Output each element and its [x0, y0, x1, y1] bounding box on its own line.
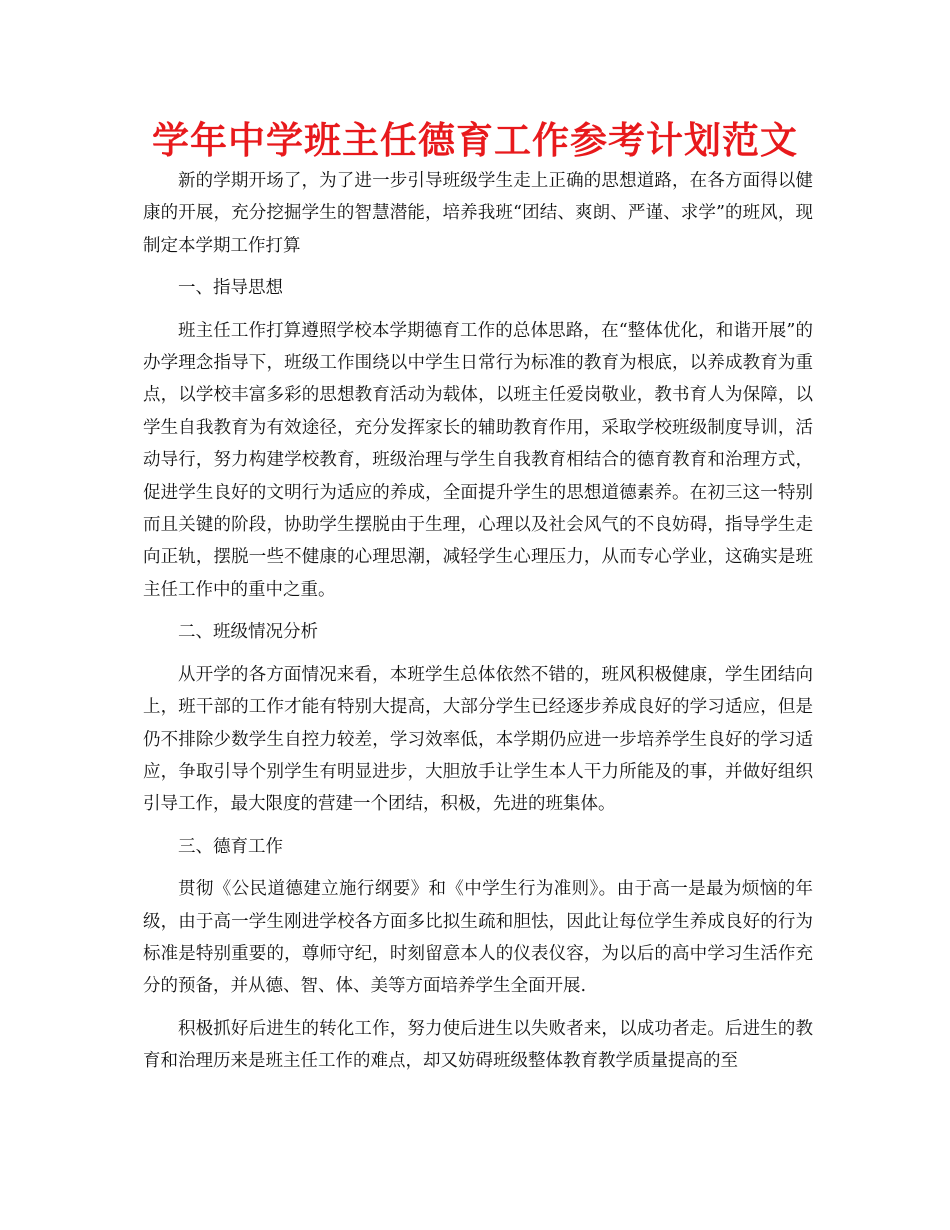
paragraph-moral-work-2: 积极抓好后进生的转化工作，努力使后进生以失败者来，以成功者走。后进生的教育和治理历来是班主任工作的难点，却又妨碍班级整体教育教学质量提高的至 — [143, 1018, 813, 1072]
paragraph-class-analysis: 从开学的各方面情况来看，本班学生总体依然不错的，班风积极健康，学生团结向上，班干部的工作才能有特别大提高，大部分学生已经逐步养成良好的学习适应，但是仍不排除少数学生自控力较差，学习效率低，本学期仍应进一步培养学生良好的学习适应，争取引导个别学生有明显进步，大胆放手让学生本人干力所能及的事，并做好组织引导工作，最大限度的营建一个团结，积极，先进的班集体。 — [143, 664, 813, 815]
paragraph-guiding-thought: 班主任工作打算遵照学校本学期德育工作的总体思路，在“整体优化，和谐开展”的办学理念指导下，班级工作围绕以中学生日常行为标准的教育为根底，以养成教育为重点，以学校丰富多彩的思想教育活动为载体，以班主任爱岗敬业，教书育人为保障，以学生自我教育为有效途径，充分发挥家长的辅助教育作用，采取学校班级制度导训，活动导行，努力构建学校教育，班级治理与学生自我教育相结合的德育教育和治理方式，促进学生良好的文明行为适应的养成，全面提升学生的思想道德素养。在初三这一特别而且关键的阶段，协助学生摆脱由于生理，心理以及社会风气的不良妨碍，指导学生走向正轨，摆脱一些不健康的心理思潮，减轻学生心理压力，从而专心学业，这确实是班主任工作中的重中之重。 — [143, 320, 813, 600]
document-title: 学年中学班主任德育工作参考计划范文 — [152, 119, 798, 162]
section-heading-moral-work: 三、德育工作 — [178, 836, 283, 857]
section-heading-class-analysis: 二、班级情况分析 — [178, 622, 318, 643]
section-heading-guiding-thought: 一、指导思想 — [178, 278, 283, 299]
intro-paragraph: 新的学期开场了，为了进一步引导班级学生走上正确的思想道路，在各方面得以健康的开展，充分挖掘学生的智慧潜能，培养我班“团结、爽朗、严谨、求学”的班风，现制定本学期工作打算 — [143, 171, 813, 256]
paragraph-moral-work-1: 贯彻《公民道德建立施行纲要》和《中学生行为准则》。由于高一是最为烦恼的年级，由于高一学生刚进学校各方面多比拟生疏和胆怯，因此让每位学生养成良好的行为标准是特别重要的，尊师守纪，时刻留意本人的仪表仪容，为以后的高中学习生活作充分的预备，并从德、智、体、美等方面培养学生全面开展. — [143, 879, 813, 997]
document-body — [143, 165, 813, 1078]
